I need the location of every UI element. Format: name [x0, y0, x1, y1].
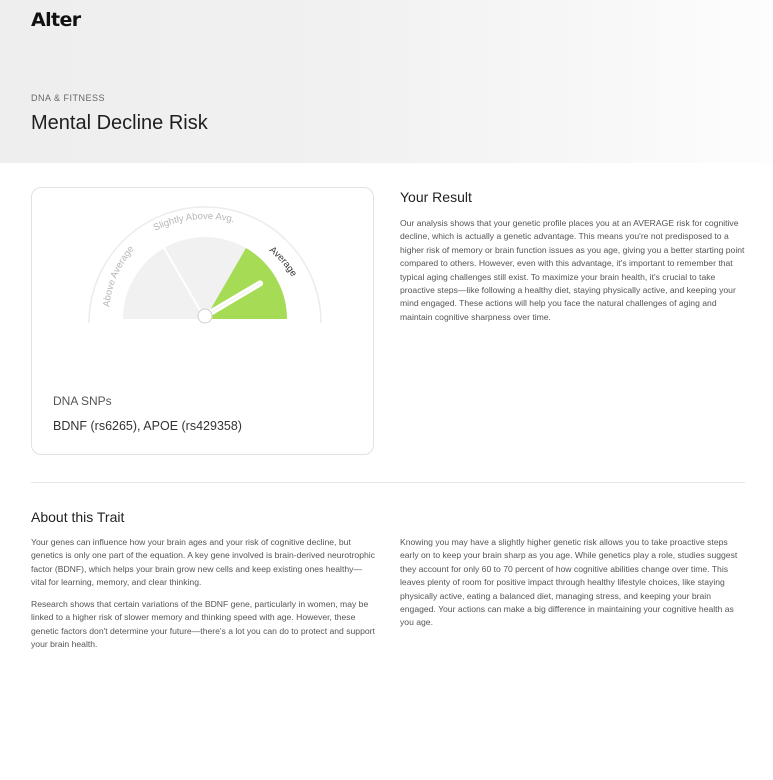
dna-snps-label: DNA SNPs — [53, 394, 112, 408]
alter-logo[interactable]: Alter — [31, 9, 81, 31]
about-paragraph-1: Your genes can influence how your brain ages and your risk of cognitive decline, but genetics is only one part of the equation. A key gene involved is brain-derived neurotrophic factor (BDNF), which helps your brain grow new cells and keep existing ones healthy—vital for learning, memory, and clear thinking. — [31, 537, 375, 588]
about-trait-heading: About this Trait — [31, 509, 125, 525]
about-paragraph-2: Research shows that certain variations of the BDNF gene, particularly in women, may be linked to a higher risk of slower memory and thinking speed with age. However, these genetic factors don't determine your future—there's a lot you can do to protect and support your brain health. — [31, 599, 375, 650]
your-result-heading: Your Result — [400, 189, 472, 205]
gauge-label-average: Average — [267, 244, 299, 279]
result-gauge-card — [31, 187, 374, 455]
gauge-needle-pivot — [198, 309, 212, 323]
section-divider — [31, 482, 745, 483]
about-paragraph-3: Knowing you may have a slightly higher genetic risk allows you to take proactive steps early on to keep your brain sharp as you age. While genetics play a role, studies suggest they account for only 60 to 70 percent of how cognitive abilities change over time. This leaves plenty of room for positive impact through healthy lifestyle choices, like staying physically active, eating a balanced diet, managing stress, and keeping your brain engaged. Your actions can make a big difference in maintaining your cognitive health as you age. — [400, 537, 738, 628]
page-title: Mental Decline Risk — [31, 112, 208, 134]
gauge-label-above-average: Above Average — [101, 243, 137, 308]
page-header — [0, 0, 773, 163]
gauge-label-slightly-above: Slightly Above Avg. — [151, 210, 236, 234]
dna-snps-value: BDNF (rs6265), APOE (rs429358) — [53, 419, 242, 433]
risk-gauge — [32, 188, 375, 388]
your-result-text: Our analysis shows that your genetic profile places you at an AVERAGE risk for cognitive decline, which is actually a genetic advantage. This means you're not predisposed to a higher risk of memory or brain function issues as you age, giving you a better starting point compared to others. However, even with this advantage, it's important to remember that typical aging challenges still exist. To maximize your brain health, it's crucial to take proactive steps—like following a healthy diet, staying physically active, and keeping your mind engaged. These actions will help you face the natural challenges of aging and maintain cognitive sharpness over time. — [400, 218, 745, 322]
category-eyebrow: DNA & FITNESS — [31, 93, 106, 103]
